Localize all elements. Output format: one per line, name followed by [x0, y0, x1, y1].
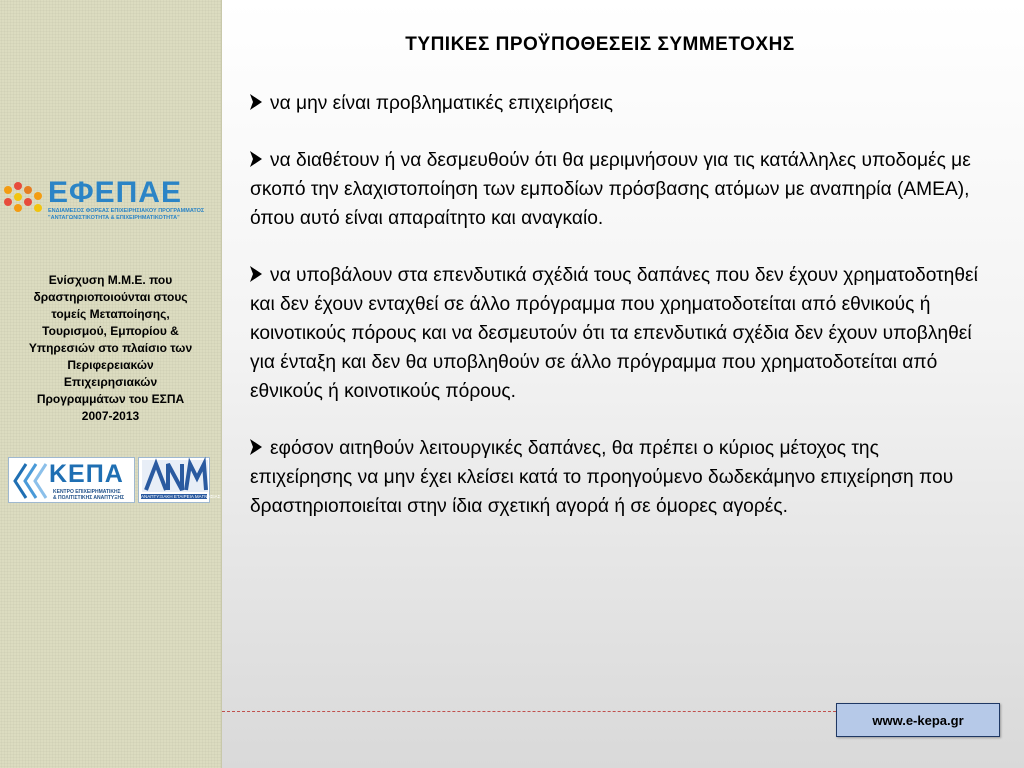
list-item-text: να υποβάλουν στα επενδυτικά σχέδιά τους δαπάνες που δεν έχουν χρηματοδοτηθεί και δεν έχουν ενταχθεί σε άλλο πρόγραμμα που χρηματοδοτείται από εθνικούς ή κοινοτικούς πόρους και να δεσμευτούν ότι τα επενδυτικά σχέδια δεν έχουν υποβληθεί για ένταξη και δεν θα υποβληθούν σε άλλο πρόγραμμα που χρηματοδοτείται από εθνικούς ή κοινοτικούς πόρους. — [250, 265, 978, 402]
sidebar — [0, 0, 222, 768]
arrow-bullet-icon — [250, 266, 262, 282]
efepae-logo-subtitle: ΕΝΔΙΑΜΕΣΟΣ ΦΟΡΕΑΣ ΕΠΙΧΕΙΡΗΣΙΑΚΟΥ ΠΡΟΓΡΑΜΜΑΤΟΣ "ΑΝΤΑΓΩΝΙΣΤΙΚΟΤΗΤΑ & ΕΠΙΧΕΙΡΗΜΑΤΙΚΟΤΗΤΑ" — [48, 208, 205, 221]
footer-divider — [222, 711, 836, 712]
website-url-link[interactable]: www.e-kepa.gr — [836, 703, 1000, 737]
anem-logo-mark-icon — [142, 460, 208, 492]
efepae-logo — [4, 176, 214, 224]
efepae-logo-title: ΕΦΕΠΑΕ — [48, 176, 182, 209]
partner-logos — [8, 457, 221, 503]
list-item — [250, 434, 982, 521]
kepa-logo — [8, 457, 135, 503]
list-item — [250, 146, 982, 233]
efepae-dots-icon — [4, 182, 44, 218]
program-description: Ενίσχυση Μ.Μ.Ε. που δραστηριοποιούνται στους τομείς Μεταποίησης, Τουρισμού, Εμπορίου & Υπηρεσιών στο πλαίσιο των Περιφερειακών Επιχειρησιακών Προγραμμάτων του ΕΣΠΑ 2007-2013 — [28, 273, 193, 423]
kepa-chevron-icon — [12, 462, 48, 500]
arrow-bullet-icon — [250, 94, 262, 110]
page-title: ΤΥΠΙΚΕΣ ΠΡΟΫΠΟΘΕΣΕΙΣ ΣΥΜΜΕΤΟΧΗΣ — [405, 34, 795, 55]
list-item-text: εφόσον αιτηθούν λειτουργικές δαπάνες, θα πρέπει ο κύριος μέτοχος της επιχείρησης να μην έχει κλείσει κατά το προηγούμενο δωδεκάμηνο επιχείρηση που δραστηριοποιείται στην ίδια σχετική αγορά ή σε όμορες αγορές. — [250, 438, 954, 517]
list-item — [250, 89, 982, 118]
list-item-text: να μην είναι προβληματικές επιχειρήσεις — [270, 93, 614, 114]
arrow-bullet-icon — [250, 151, 262, 167]
kepa-logo-subtitle: ΚΕΝΤΡΟ ΕΠΙΧΕΙΡΗΜΑΤΙΚΗΣ & ΠΟΛΙΤΙΣΤΙΚΗΣ ΑΝΑΠΤΥΞΗΣ — [53, 489, 125, 501]
kepa-logo-title: ΚΕΠΑ — [49, 460, 124, 488]
anem-logo — [138, 457, 221, 503]
anem-logo-subtitle: ΑΝΑΠΤΥΞΙΑΚΗ ΕΤΑΙΡΕΙΑ ΜΑΓΝΗΣΙΑΣ — [141, 494, 221, 499]
arrow-bullet-icon — [250, 439, 262, 455]
requirements-list — [250, 89, 982, 549]
list-item — [250, 261, 982, 406]
list-item-text: να διαθέτουν ή να δεσμευθούν ότι θα μεριμνήσουν για τις κατάλληλες υποδομές με σκοπό την ελαχιστοποίηση των εμποδίων πρόσβασης ατόμων με αναπηρία (ΑΜΕΑ), όπου αυτό είναι απαραίτητο και αναγκαίο. — [250, 150, 971, 229]
